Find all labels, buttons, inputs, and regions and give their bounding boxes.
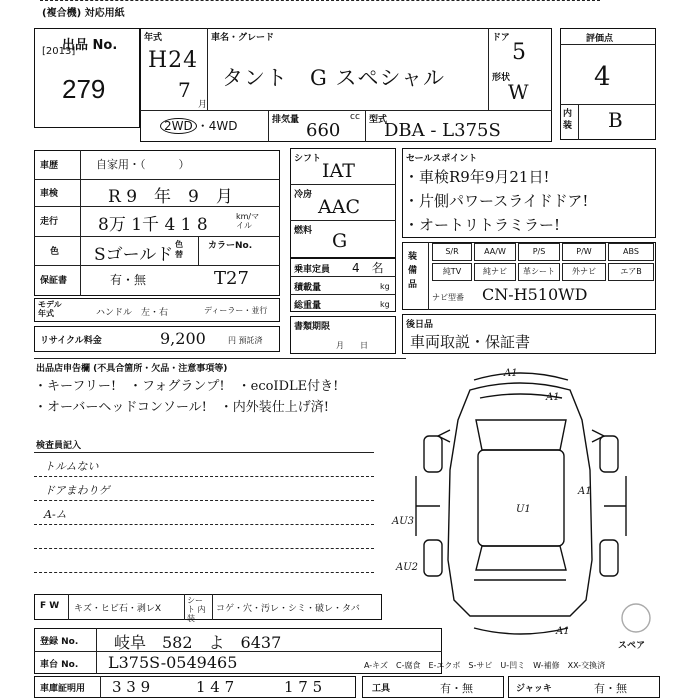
weight-unit: kg: [380, 300, 390, 309]
navi-label: ナビ型番: [432, 293, 464, 302]
ac-value: AAC: [318, 196, 360, 218]
equip-airbag: エアB: [608, 263, 654, 281]
sales-point-3: ・オートリトラミラー!: [404, 216, 561, 234]
rear-items-value: 車両取説・保証書: [410, 333, 531, 351]
wheel-front-left: [424, 436, 442, 472]
sales-point-2: ・片側パワースライドドア!: [404, 192, 589, 210]
inspection-value: R 9 年 9 月: [108, 187, 233, 207]
equip-pw: P/W: [562, 243, 606, 261]
name-value: タント G スペシャル: [222, 66, 446, 90]
drive-2wd: 2WD: [160, 118, 197, 134]
defect-items: キズ・ヒビ石・剥レX: [74, 604, 161, 614]
capacity-value: 4 名: [352, 261, 384, 275]
equip-sr: S/R: [432, 243, 472, 261]
sheet-label: シート 内装: [187, 596, 206, 623]
color-no-label: カラーNo.: [208, 241, 253, 251]
spare-label: スペア: [618, 641, 646, 651]
inspection-label: 車検: [40, 189, 59, 199]
drive-4wd: ・4WD: [196, 119, 238, 133]
year-label: 年式: [144, 33, 163, 43]
cert-height: 1 7 5: [284, 678, 323, 696]
displacement-value: 660: [306, 120, 341, 141]
equip-aaw: AA/W: [474, 243, 516, 261]
shift-value: IAT: [322, 160, 355, 182]
tools-label: 工具: [372, 684, 391, 694]
mark-roof: U1: [516, 504, 531, 515]
cert-width: 1 4 7: [196, 678, 235, 696]
equipment-label: 装備品: [408, 252, 418, 290]
ac-label: 冷房: [294, 190, 313, 200]
defect-fw: F W: [40, 601, 60, 611]
car-rear-window: [476, 546, 566, 570]
color-value: Sゴールド: [94, 245, 174, 265]
equip-tv: 純TV: [432, 263, 472, 281]
car-body-outline: [448, 383, 592, 616]
equip-navi: 純ナビ: [474, 263, 516, 281]
color-label: 色: [50, 247, 60, 257]
inspector-line-3: A-ム: [44, 508, 67, 521]
tools-value: 有・無: [440, 682, 473, 695]
sheet-items: コゲ・穴・汚レ・シミ・破レ・タバ: [216, 604, 360, 614]
color-no-value: T27: [214, 268, 249, 289]
displacement-unit: cc: [350, 112, 360, 122]
wheel-rear-left: [424, 540, 442, 576]
mark-front-right: A1: [546, 392, 560, 403]
jack-label: ジャッキ: [516, 684, 552, 694]
car-roof: [478, 450, 564, 546]
score-label: 評価点: [586, 34, 614, 44]
capacity-label: 乗車定員: [294, 265, 331, 275]
chassis-label: 車台 No.: [40, 660, 79, 670]
model-info-label: モデル 年式: [38, 300, 62, 318]
equip-leather: 革シート: [518, 263, 560, 281]
equip-abs: ABS: [608, 243, 654, 261]
equip-ps: P/S: [518, 243, 560, 261]
history-value: 自家用・（ ）: [96, 158, 190, 171]
mark-right-side: A1: [578, 486, 592, 497]
warranty-value: 有・無: [110, 273, 147, 287]
wheel-rear-right: [600, 540, 618, 576]
name-label: 車名・グレード: [211, 33, 275, 43]
reg-label: 登録 No.: [40, 637, 79, 647]
mileage-value: 8万 1千 4 1 8: [98, 215, 208, 235]
cert-label: 車庫証明用: [40, 684, 86, 694]
sales-points-label: セールスポイント: [406, 154, 478, 164]
mark-left-rear: AU2: [396, 562, 419, 573]
navi-value: CN-H510WD: [482, 285, 588, 304]
month-unit: 月: [198, 100, 208, 110]
jack-value: 有・無: [594, 682, 627, 695]
year-value: H24: [148, 48, 199, 73]
inspector-label: 検査員記入: [36, 441, 82, 451]
notes-label: 出品店申告欄 (不具合箇所・欠品・注意事項等): [36, 364, 228, 374]
mark-front: A1: [504, 368, 518, 379]
fuel-value: G: [332, 230, 348, 252]
shift-label: シフト: [294, 154, 322, 164]
steering-value: ハンドル 左・右: [96, 308, 169, 318]
mileage-unit: km/マイル: [236, 212, 260, 230]
doc-period-label: 書類期限: [294, 322, 331, 332]
model-value: DBA - L375S: [384, 120, 501, 141]
interior-label: 内装: [563, 109, 573, 131]
score-value: 4: [594, 62, 612, 92]
history-label: 車歴: [40, 161, 59, 171]
weight-label: 総重量: [294, 301, 322, 311]
shape-label: 形状: [492, 73, 511, 83]
inspector-line-2: ドアまわりゲ: [44, 484, 110, 497]
interior-value: B: [608, 108, 624, 132]
warranty-label: 保証書: [40, 276, 68, 286]
wheel-front-right: [600, 436, 618, 472]
month-value: 7: [178, 78, 192, 102]
recycle-unit: 円 預託済: [228, 336, 263, 345]
chassis-value: L375S-0549465: [108, 653, 238, 672]
shape-value: W: [508, 80, 530, 104]
form-type-note: (複合機) 対応用紙: [42, 8, 125, 19]
defect-legend: A-キズ C-腐食 E-エクボ S-サビ U-凹ミ W-補修 XX-交換済: [364, 661, 606, 670]
inspector-line-1: トルムない: [44, 460, 99, 473]
recycle-label: リサイクル料金: [40, 336, 102, 346]
reg-value: 岐阜 582 よ 6437: [114, 633, 282, 652]
mileage-label: 走行: [40, 217, 59, 227]
load-label: 積載量: [294, 283, 322, 293]
notes-line-1: ・キーフリー! ・フォグランプ! ・ecoIDLE付き!: [34, 379, 339, 394]
displacement-label: 排気量: [272, 115, 300, 125]
lot-label: 出品 No.: [62, 38, 118, 53]
model-label: 型式: [369, 115, 388, 125]
load-unit: kg: [380, 282, 390, 291]
car-windshield: [476, 420, 566, 450]
doors-value: 5: [512, 40, 527, 65]
drive-selector: [160, 117, 238, 134]
mark-rear: A1: [556, 626, 570, 637]
spare-tire: [622, 604, 650, 632]
equip-ext-navi: 外ナビ: [562, 263, 606, 281]
doc-period-unit: 月 日: [336, 341, 368, 350]
cert-length: 3 3 9: [112, 678, 151, 696]
recycle-value: 9,200: [160, 329, 206, 348]
dealer-value: ディーラー・並行: [204, 306, 268, 315]
fuel-label: 燃料: [294, 226, 313, 236]
doors-label: ドア: [492, 33, 510, 43]
year-stamp: [2013]: [42, 46, 76, 57]
color-change-label: 色替: [175, 240, 183, 259]
rear-items-label: 後日品: [406, 320, 434, 330]
notes-line-2: ・オーバーヘッドコンソール! ・内外装仕上げ済!: [34, 400, 330, 415]
sales-point-1: ・車検R9年9月21日!: [404, 168, 550, 186]
mark-left-door: AU3: [392, 516, 415, 527]
lot-number: 279: [62, 74, 106, 104]
